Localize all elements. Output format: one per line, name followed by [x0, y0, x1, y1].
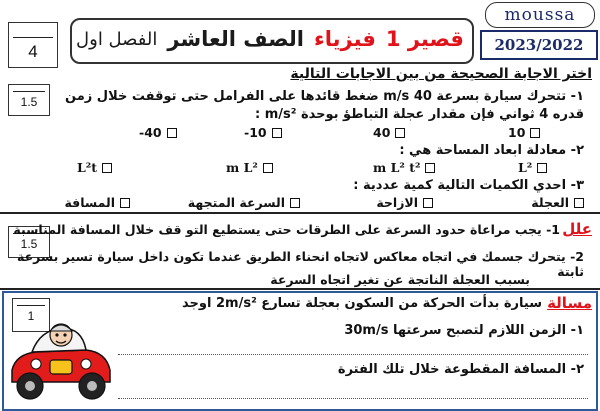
checkbox-icon[interactable] — [102, 163, 112, 173]
section-divider — [0, 288, 600, 290]
q2-option-1[interactable]: L² — [518, 160, 547, 175]
checkbox-icon[interactable] — [263, 163, 273, 173]
q2-option-2[interactable]: m L² t² — [373, 160, 435, 175]
section1-score: 1.5 — [20, 95, 38, 109]
header-title — [75, 20, 465, 58]
q1-option-4[interactable]: -40 — [139, 125, 177, 140]
answer-line[interactable] — [118, 398, 588, 399]
title-term: الفصل اول — [76, 28, 158, 50]
question-1-line2: قدره 4 ثواني فإن مقدار عجلة التباطؤ بوحدة m/s² : — [254, 107, 584, 122]
year-badge — [480, 30, 598, 60]
q3-option-3[interactable]: السرعة المتجهة — [188, 195, 300, 210]
checkbox-icon[interactable] — [425, 163, 435, 173]
checkbox-icon[interactable] — [167, 128, 177, 138]
total-score: 4 — [28, 42, 38, 61]
title-grade: الصف العاشر — [167, 27, 305, 51]
q1-option-1[interactable]: 10 — [508, 125, 540, 140]
section-divider — [0, 212, 600, 214]
section2-item2-continued: بسبب العجلة الناتجة عن تغير اتجاه السرعة — [270, 272, 530, 287]
total-score-box — [8, 22, 58, 68]
checkbox-icon[interactable] — [290, 198, 300, 208]
q3-option-4[interactable]: المسافة — [64, 195, 130, 210]
checkbox-icon[interactable] — [537, 163, 547, 173]
logo-badge — [485, 2, 595, 28]
checkbox-icon[interactable] — [574, 198, 584, 208]
q1-option-2[interactable]: 40 — [373, 125, 405, 140]
cartoon-car-illustration — [6, 318, 116, 406]
checkbox-icon[interactable] — [120, 198, 130, 208]
title-subject: فيزياء — [314, 27, 376, 51]
section3-part2: ٢- المسافة المقطوعة خلال تلك الفترة — [337, 362, 584, 377]
section3-statement: سيارة بدأت الحركة من السكون بعجلة تسارع 2m/s² اوجد — [182, 296, 542, 311]
section3-keyword: مسالة — [547, 294, 592, 312]
question-2-line: ٢- معادلة ابعاد المساحة هي : — [399, 143, 584, 158]
q2-option-4[interactable]: L²t — [77, 160, 112, 175]
q2-option-3[interactable]: m L² — [226, 160, 273, 175]
checkbox-icon[interactable] — [395, 128, 405, 138]
year-text: 2023/2022 — [494, 36, 584, 54]
title-quiz: قصير 1 — [385, 27, 464, 51]
section1-score-box — [8, 84, 50, 116]
answer-line[interactable] — [118, 354, 588, 355]
section3-score: 1 — [27, 309, 35, 323]
q1-option-3[interactable]: -10 — [244, 125, 282, 140]
section2-item1: 1- يجب مراعاة حدود السرعة على الطرقات حتى يستطيع التو قف خلال المسافة المناسبة — [13, 222, 560, 237]
score-divider — [13, 91, 45, 92]
score-divider — [13, 37, 53, 38]
score-divider — [17, 305, 45, 306]
question-1-line1: ١- تتحرك سيارة بسرعة 40 m/s ضغط قائدها على الفرامل حتى توقفت خلال زمن — [65, 89, 584, 104]
question-3-line: ٣- احدي الكميات التالية كمية عددية : — [353, 178, 584, 193]
logo-text: moussa — [504, 5, 576, 25]
q3-option-1[interactable]: العجلة — [531, 195, 584, 210]
section1-instruction: اختر الاجابة الصحيحة من بين الاجابات التالية — [290, 66, 592, 82]
section2-keyword: علل — [562, 220, 592, 238]
checkbox-icon[interactable] — [272, 128, 282, 138]
section3-part1: ١- الزمن اللازم لتصبح سرعتها 30m/s — [344, 323, 584, 338]
section2-score: 1.5 — [20, 237, 38, 251]
q3-option-2[interactable]: الازاحة — [376, 195, 433, 210]
checkbox-icon[interactable] — [530, 128, 540, 138]
section2-item2: 2- يتحرك جسمك في اتجاه معاكس لاتجاه انحناء الطريق عندما تكون داخل سيارة تسير بسرعة ثابتة — [17, 249, 584, 279]
checkbox-icon[interactable] — [423, 198, 433, 208]
